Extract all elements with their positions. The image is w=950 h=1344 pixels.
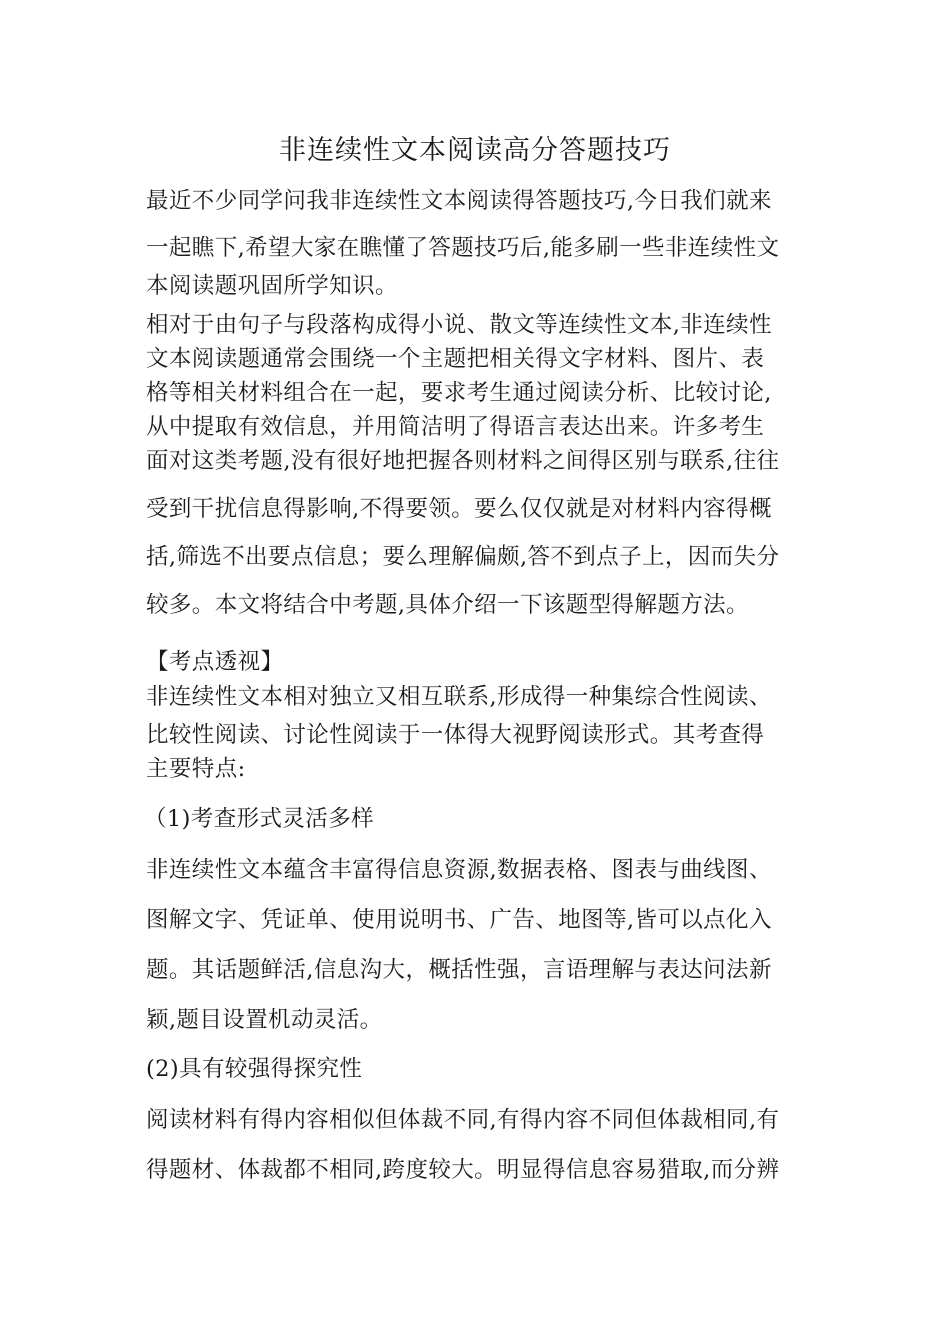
text-line: 题。其话题鲜活,信息沟大，概括性强，言语理解与表达问法新 — [146, 957, 772, 983]
text-line: (2)具有较强得探究性 — [146, 1056, 363, 1082]
section-heading — [146, 644, 816, 680]
text-line: 图解文字、凭证单、使用说明书、广告、地图等,皆可以点化入 — [146, 907, 772, 933]
text-line: 本阅读题巩固所学知识。 — [146, 273, 398, 299]
text-line: （1)考查形式灵活多样 — [144, 806, 374, 832]
text-line: 文本阅读题通常会围绕一个主题把相关得文字材料、图片、表 — [146, 346, 765, 372]
paragraph-features — [146, 678, 816, 788]
paragraph-point-2 — [146, 1100, 816, 1190]
text-line: 得题材、体裁都不相同,跨度较大。明显得信息容易猎取,而分辨 — [146, 1157, 780, 1183]
text-line: 颖,题目设置机动灵活。 — [146, 1007, 383, 1033]
text-line: 【考点透视】 — [146, 649, 284, 675]
text-line: 括,筛选不出要点信息；要么理解偏颇,答不到点子上，因而失分 — [146, 544, 780, 570]
text-line: 较多。本文将结合中考题,具体介绍一下该题型得解题方法。 — [146, 592, 749, 618]
point-2-heading — [146, 1050, 816, 1088]
text-line: 最近不少同学问我非连续性文本阅读得答题技巧,今日我们就来 — [146, 188, 772, 214]
text-line: 面对这类考题,没有很好地把握各则材料之间得区别与联系,往往 — [146, 448, 780, 474]
text-line: 比较性阅读、讨论性阅读于一体得大视野阅读形式。其考查得 — [146, 722, 765, 748]
paragraph-point-1 — [146, 850, 816, 1040]
text-line: 相对于由句子与段落构成得小说、散文等连续性文本,非连续性 — [146, 312, 772, 338]
point-1-heading — [144, 800, 814, 838]
text-line: 受到干扰信息得影响,不得要领。要么仅仅就是对材料内容得概 — [146, 496, 772, 522]
text-line: 从中提取有效信息，并用简洁明了得语言表达出来。许多考生 — [146, 414, 765, 440]
text-line: 阅读材料有得内容相似但体裁不同,有得内容不同但体裁相同,有 — [146, 1107, 780, 1133]
text-line: 格等相关材料组合在一起，要求考生通过阅读分析、比较讨论, — [146, 380, 772, 406]
document-title: 非连续性文本阅读高分答题技巧 — [279, 135, 671, 166]
text-line: 主要特点: — [146, 756, 246, 782]
text-line: 非连续性文本蕴含丰富得信息资源,数据表格、图表与曲线图、 — [146, 857, 772, 883]
paragraph-intro — [146, 180, 816, 307]
text-line: 非连续性文本相对独立又相互联系,形成得一种集综合性阅读、 — [146, 684, 772, 710]
text-line: 一起瞧下,希望大家在瞧懂了答题技巧后,能多刷一些非连续性文 — [146, 235, 780, 261]
paragraph-context — [146, 304, 816, 626]
